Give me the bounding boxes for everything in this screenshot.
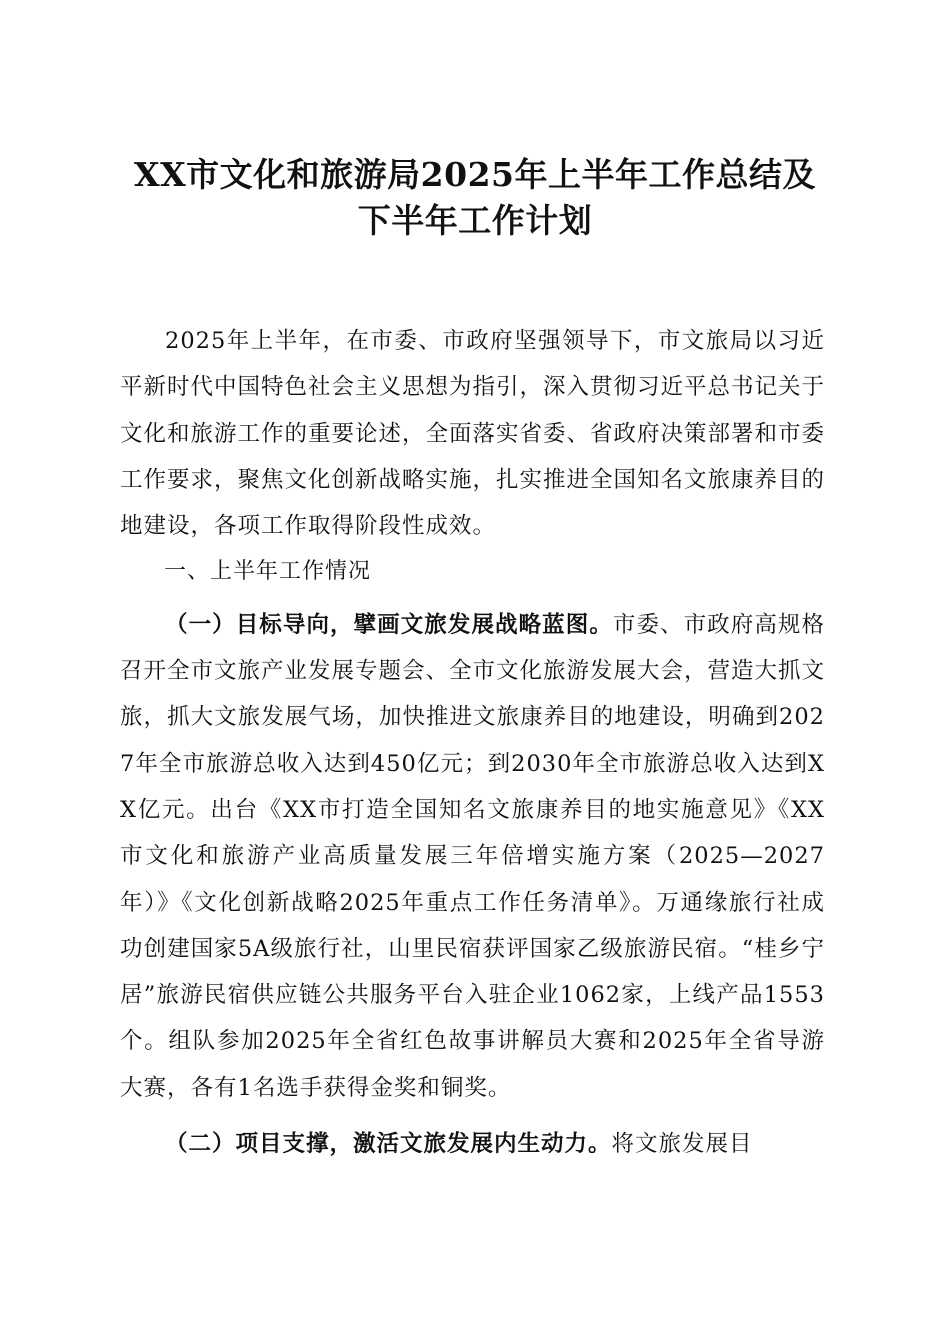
subsection-1-paragraph [120, 602, 825, 1111]
document-title-line-2: 下半年工作计划 [357, 201, 593, 240]
subsection-2-lead: （二）项目支撑，激活文旅发展内生动力。 [165, 1131, 612, 1158]
section-heading: 一、上半年工作情况 [164, 559, 372, 585]
intro-paragraph: 2025年上半年，在市委、市政府坚强领导下，市文旅局以习近平新时代中国特色社会主义思想为指引，深入贯彻习近平总书记关于文化和旅游工作的重要论述，全面落实省委、省政府决策部署和市委工作要求，聚焦文化创新战略实施，扎实推进全国知名文旅康养目的地建设，各项工作取得阶段性成效。 [120, 328, 826, 540]
subsection-2-body: 将文旅发展目 [611, 1131, 753, 1158]
subsection-2-paragraph [120, 1121, 825, 1167]
subsection-1-lead: （一）目标导向，擘画文旅发展战略蓝图。 [165, 611, 613, 638]
subsection-1-body: 市委、市政府高规格召开全市文旅产业发展专题会、全市文化旅游发展大会，营造大抓文旅，抓大文旅发展气场，加快推进文旅康养目的地建设，明确到2027年全市旅游总收入达到450亿元；到2030年全市旅游总收入达到XX亿元。出台《XX市打造全国知名文旅康养目的地实施意见》《XX市文化和旅游产业高质量发展三年倍增实施方案（2025—2027年）》《文化创新战略2025年重点工作任务清单》。万通缘旅行社成功创建国家5A级旅行社，山里民宿获评国家乙级旅游民宿。“桂乡宁居”旅游民宿供应链公共服务平台入驻企业1062家，上线产品1553个。组队参加2025年全省红色故事讲解员大赛和2025年全省导游大赛，各有1名选手获得金奖和铜奖。 [120, 611, 826, 1101]
document-body [120, 318, 825, 1167]
document-title-line-1: XX市文化和旅游局2025年上半年工作总结及 [133, 155, 817, 194]
